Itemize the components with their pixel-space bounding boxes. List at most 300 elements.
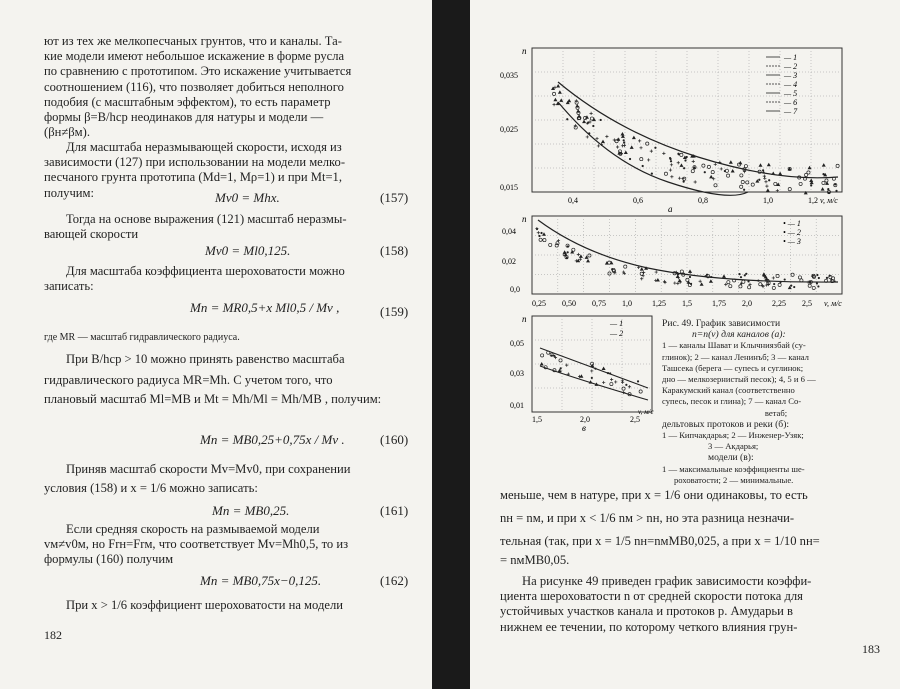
data-point xyxy=(611,268,613,270)
data-point xyxy=(759,283,762,286)
chart-a-legend xyxy=(766,53,798,116)
chart-c-curve-max xyxy=(540,348,648,388)
data-point xyxy=(577,253,580,256)
chart-c-xunit: v, м/с xyxy=(638,408,654,416)
text-line: зависимости (127) при использовании на модели мелко- xyxy=(44,155,346,170)
page-number-right: 183 xyxy=(862,642,880,656)
data-point xyxy=(632,136,636,140)
data-point xyxy=(720,167,723,170)
chart-a-xtick: 0,4 xyxy=(568,196,578,205)
data-point xyxy=(588,254,591,257)
data-point xyxy=(816,274,818,276)
data-point xyxy=(560,367,562,369)
legend-label: — 2 xyxy=(610,329,624,338)
data-point xyxy=(670,160,672,162)
chart-b-ylabel: n xyxy=(522,214,527,224)
chart-b-xtick: 2,5 xyxy=(802,299,812,308)
data-point xyxy=(774,182,777,185)
data-point xyxy=(742,280,745,283)
chart-a-xtick: 0,6 xyxy=(633,196,643,205)
data-point xyxy=(679,163,683,167)
data-point xyxy=(543,238,546,241)
chart-b-xunit: v, м/с xyxy=(824,299,842,308)
data-point xyxy=(673,281,676,284)
data-point xyxy=(586,135,589,138)
data-point xyxy=(582,120,586,124)
chart-b-ytick: 0,04 xyxy=(502,227,516,236)
page-number-left: 182 xyxy=(44,628,62,642)
data-point xyxy=(805,173,808,176)
chart-c-ytick: 0,03 xyxy=(510,369,524,378)
data-point xyxy=(758,179,760,181)
data-point xyxy=(680,153,683,156)
data-point xyxy=(642,165,644,167)
chart-b-xtick: 0,50 xyxy=(562,299,576,308)
equation-157: Mv0 = Mhx. xyxy=(215,190,280,205)
text-line: плановый масштаб Ml=MB и Mt = Mh/Ml = Mh/MB , получим: xyxy=(44,392,382,407)
paragraph-5 xyxy=(44,352,419,408)
equation-160-number: (160) xyxy=(380,432,409,447)
data-point xyxy=(552,92,555,95)
chart-c-xtick: 1,5 xyxy=(532,415,542,424)
text-line: по сравнению с прототипом. Это искажение учитывается xyxy=(44,64,352,79)
chart-c-curve-min xyxy=(540,366,648,400)
data-point xyxy=(664,172,667,175)
data-point xyxy=(776,274,779,277)
data-point xyxy=(804,191,808,195)
data-point xyxy=(559,359,562,362)
data-point xyxy=(630,145,634,149)
text-line: Для масштаба неразмывающей скорости, исходя из xyxy=(66,140,342,154)
data-point xyxy=(788,188,791,191)
data-point xyxy=(740,282,742,284)
data-point xyxy=(704,171,706,173)
data-point xyxy=(601,140,605,144)
chart-a-ytick: 0,015 xyxy=(500,183,518,192)
data-point xyxy=(623,142,625,144)
equation-159-number: (159) xyxy=(380,304,409,319)
caption-line: глинок); 2 — канал Ленинъб; 3 — канал xyxy=(662,351,809,362)
data-point xyxy=(610,382,613,385)
data-point xyxy=(778,283,781,286)
chart-a xyxy=(498,42,858,214)
data-point xyxy=(793,286,795,288)
data-point xyxy=(640,277,643,280)
caption-line: супесь, песок и глина); 7 — канал Со- xyxy=(662,396,802,407)
data-point xyxy=(784,278,786,280)
caption-line: 1 — каналы Шават и Клычниязбай (су- xyxy=(662,340,806,351)
chart-a-ylabel: n xyxy=(522,46,527,56)
chart-c xyxy=(510,308,660,433)
data-point xyxy=(812,286,815,289)
data-point xyxy=(629,158,631,160)
data-point xyxy=(743,189,745,191)
legend-label: • — 1 xyxy=(783,219,801,228)
chart-c-xtick: 2,0 xyxy=(580,415,590,424)
data-point xyxy=(740,174,743,177)
data-point xyxy=(746,181,749,184)
data-point xyxy=(727,281,730,284)
chart-a-curve-lower xyxy=(558,102,748,195)
text-line: устойчивых участков канала и протоков р. Амударьи в xyxy=(500,604,793,619)
text-line: кие модели имеют небольшое искажение в форме русла xyxy=(44,49,345,64)
chart-a-xunit: v, м/с xyxy=(820,196,838,205)
data-point xyxy=(822,173,824,175)
right-body-text-2 xyxy=(500,574,886,635)
data-point xyxy=(542,232,546,236)
data-point xyxy=(729,160,733,164)
data-point xyxy=(553,98,557,102)
data-point xyxy=(772,276,775,279)
data-point xyxy=(600,119,602,121)
chart-b-xtick: 1,5 xyxy=(682,299,692,308)
data-point xyxy=(551,355,553,357)
data-point xyxy=(709,175,713,179)
data-point xyxy=(709,279,713,283)
text-line: Если средняя скорость на размываемой модели xyxy=(66,522,320,536)
legend-label: — 7 xyxy=(784,107,798,116)
data-point xyxy=(579,258,582,261)
paragraph-6 xyxy=(44,462,419,496)
data-point xyxy=(729,285,732,288)
figure-caption xyxy=(662,318,890,486)
data-point xyxy=(539,238,542,241)
text-line: формы β=B/hср неодинаков для натуры и модели — xyxy=(44,110,324,125)
legend-label: — 4 xyxy=(784,80,798,89)
data-point xyxy=(650,150,653,153)
data-point xyxy=(655,270,658,273)
caption-line: 3 — Акдарья; xyxy=(708,441,759,452)
data-point xyxy=(714,184,717,187)
data-point xyxy=(654,147,656,149)
caption-line: 1 — максимальные коэффициенты ше- xyxy=(662,463,805,474)
note-159: где MR — масштаб гидравлического радиуса. xyxy=(44,332,240,343)
caption-line: ветаб; xyxy=(764,407,788,418)
data-point xyxy=(689,276,691,278)
chart-b-xtick: 1,75 xyxy=(712,299,726,308)
data-point xyxy=(623,144,626,147)
chart-c-legend xyxy=(609,319,623,338)
text-line: записать: xyxy=(44,279,94,294)
data-point xyxy=(567,251,569,253)
data-point xyxy=(683,167,685,169)
data-point xyxy=(739,285,742,288)
data-point xyxy=(590,369,593,372)
text-line: получим: xyxy=(44,185,94,200)
chart-c-ylabel: n xyxy=(522,314,527,324)
data-point xyxy=(622,387,625,390)
chart-c-points xyxy=(540,351,643,396)
data-point xyxy=(799,182,802,185)
text-line: циента шероховатости n от средней скорости потока для xyxy=(500,589,803,604)
data-point xyxy=(624,265,627,268)
text-line: (βн≠βм). xyxy=(44,125,90,140)
data-point xyxy=(625,384,627,386)
chart-a-xtick: 0,8 xyxy=(698,196,708,205)
text-line: условия (158) и x = 1/6 можно записать: xyxy=(44,481,258,496)
legend-label: • — 3 xyxy=(783,237,801,246)
text-line: Тогда на основе выражения (121) масштаб неразмы- xyxy=(66,212,347,226)
caption-line: n=n(v) для каналов (а): xyxy=(692,329,786,341)
caption-line: дно — мелкозернистый песок); 4, 5 и 6 — xyxy=(662,374,816,385)
data-point xyxy=(764,180,767,183)
data-point xyxy=(540,362,544,366)
data-point xyxy=(821,187,825,191)
legend-label: — 5 xyxy=(784,89,798,98)
data-point xyxy=(639,390,642,393)
data-point xyxy=(759,163,763,167)
text-line: При x > 1/6 коэффициент шероховатости на модели xyxy=(66,598,343,612)
data-point xyxy=(822,163,826,167)
data-point xyxy=(585,115,589,119)
data-point xyxy=(822,181,825,184)
data-point xyxy=(772,286,775,289)
text-line: Приняв масштаб скорости Mv=Mv0, при сохранении xyxy=(66,462,351,476)
chart-a-xtick: 1,2 xyxy=(808,196,818,205)
data-point xyxy=(706,274,708,276)
data-point xyxy=(741,180,744,183)
data-point xyxy=(670,175,673,178)
chart-b-ytick: 0,0 xyxy=(510,285,520,294)
equation-162: Mn = MB0,75x−0,125. xyxy=(200,573,322,588)
data-point xyxy=(595,137,598,140)
legend-label: — 2 xyxy=(784,62,798,71)
data-point xyxy=(605,135,608,138)
data-point xyxy=(538,235,540,237)
data-point xyxy=(572,248,575,251)
data-point xyxy=(670,163,673,166)
data-point xyxy=(748,286,751,289)
chart-b xyxy=(498,212,858,310)
data-point xyxy=(566,257,568,259)
equation-162-number: (162) xyxy=(380,573,409,588)
data-point xyxy=(638,139,641,142)
data-point xyxy=(616,145,619,148)
data-point xyxy=(639,146,642,149)
legend-label: — 3 xyxy=(784,71,798,80)
text-line: Для масштаба коэффициента шероховатости можно xyxy=(66,264,345,278)
left-page xyxy=(0,0,432,689)
paragraph-8 xyxy=(44,598,419,613)
legend-label: — 1 xyxy=(784,53,798,62)
chart-b-xtick: 1,0 xyxy=(622,299,632,308)
text-line: подобия (с масштабным эффектом), то есть параметр xyxy=(44,94,331,109)
chart-b-ytick: 0,02 xyxy=(502,257,516,266)
data-point xyxy=(680,270,683,273)
data-point xyxy=(766,188,770,192)
data-point xyxy=(765,184,768,187)
data-point xyxy=(816,282,818,284)
data-point xyxy=(773,283,775,285)
equation-161-number: (161) xyxy=(380,503,409,518)
chart-c-ytick: 0,05 xyxy=(510,339,524,348)
data-point xyxy=(640,272,643,275)
data-point xyxy=(740,276,742,278)
data-point xyxy=(714,163,717,166)
chart-a-label: a xyxy=(668,204,673,214)
data-point xyxy=(669,168,672,171)
data-point xyxy=(669,158,671,160)
data-point xyxy=(559,98,563,102)
data-point xyxy=(558,90,562,94)
data-point xyxy=(817,285,819,287)
data-point xyxy=(602,381,605,384)
caption-line: Рис. 49. График зависимости xyxy=(662,318,781,329)
data-point xyxy=(762,169,764,171)
data-point xyxy=(825,179,828,182)
data-point xyxy=(637,380,639,382)
chart-a-ytick: 0,035 xyxy=(500,71,518,80)
chart-a-xtick: 1,0 xyxy=(763,196,773,205)
data-point xyxy=(586,259,590,263)
data-point xyxy=(699,280,702,283)
chart-c-ytick: 0,01 xyxy=(510,401,524,410)
data-point xyxy=(827,188,829,190)
equation-159: Mn = MR0,5+x Ml0,5 / Mv , xyxy=(190,300,340,315)
data-point xyxy=(602,366,606,370)
text-line: При B/hср > 10 можно принять равенство масштаба xyxy=(66,352,345,366)
data-point xyxy=(662,152,665,155)
text-line: вающей скорости xyxy=(44,227,139,242)
data-point xyxy=(647,158,650,161)
equation-158: Mv0 = Ml0,125. xyxy=(205,243,291,258)
paragraph-7 xyxy=(44,522,419,568)
text-line: песчаного грунта прототипа (Md=1, Mρ=1) и при Mt=1, xyxy=(44,170,342,185)
data-point xyxy=(677,161,680,164)
data-point xyxy=(711,171,714,174)
data-point xyxy=(591,377,593,379)
caption-line: роховатости; 2 — минимальные. xyxy=(674,474,794,485)
data-point xyxy=(553,355,555,357)
data-point xyxy=(740,185,743,188)
data-point xyxy=(688,269,692,273)
data-point xyxy=(677,153,679,155)
data-point xyxy=(640,157,643,160)
chart-b-xtick: 0,25 xyxy=(532,299,546,308)
data-point xyxy=(614,380,617,383)
data-point xyxy=(707,165,710,168)
legend-label: — 1 xyxy=(610,319,624,328)
data-point xyxy=(836,164,839,167)
chart-a-ytick: 0,025 xyxy=(500,125,518,134)
data-point xyxy=(744,165,747,168)
data-point xyxy=(738,273,740,275)
text-line: nн = nм, и при x < 1/6 nм > nн, но эта разница незначи- xyxy=(500,511,795,525)
text-line: нижнем ее течении, по которому четкого влияния грун- xyxy=(500,619,798,634)
data-point xyxy=(808,166,812,170)
data-point xyxy=(692,160,695,163)
data-point xyxy=(540,232,542,234)
data-point xyxy=(624,151,628,155)
data-point xyxy=(702,164,705,167)
data-point xyxy=(623,139,625,141)
chart-b-xtick: 1,25 xyxy=(652,299,666,308)
data-point xyxy=(620,132,624,136)
paragraph-3 xyxy=(44,212,419,242)
text-line: На рисунке 49 приведен график зависимости коэффи- xyxy=(522,574,812,588)
data-point xyxy=(592,125,594,127)
chart-c-label: в xyxy=(582,423,586,433)
data-point xyxy=(579,374,583,378)
data-point xyxy=(597,144,600,147)
data-point xyxy=(567,99,571,103)
data-point xyxy=(763,177,766,180)
data-point xyxy=(566,118,568,120)
legend-label: • — 2 xyxy=(783,228,801,237)
equation-157-number: (157) xyxy=(380,190,409,205)
chart-c-xtick: 2,5 xyxy=(630,415,640,424)
paragraph-4 xyxy=(44,264,419,294)
data-point xyxy=(640,267,644,271)
data-point xyxy=(684,159,686,161)
text-line: меньше, чем в натуре, при x = 1/6 они одинаковы, то есть xyxy=(500,488,808,502)
data-point xyxy=(763,175,766,178)
data-point xyxy=(835,190,837,192)
data-point xyxy=(790,285,792,287)
data-point xyxy=(646,142,649,145)
data-point xyxy=(541,354,544,357)
data-point xyxy=(590,112,593,115)
data-point xyxy=(826,277,828,279)
data-point xyxy=(556,84,560,88)
data-point xyxy=(751,183,754,186)
text-line: гидравлического радиуса MR=Mh. С учетом того, что xyxy=(44,373,333,388)
data-point xyxy=(768,179,770,181)
text-line: соотношением (116), что позволяет добиться неполного xyxy=(44,79,344,94)
data-point xyxy=(731,169,735,172)
paragraph-1 xyxy=(44,34,419,140)
data-point xyxy=(579,254,583,258)
chart-b-xtick: 2,0 xyxy=(742,299,752,308)
data-point xyxy=(610,378,613,381)
text-line: тельная (так, при x = 1/5 nн=nмMB0,025, а при x = 1/10 nн= xyxy=(500,534,820,548)
data-point xyxy=(678,177,681,180)
text-line: vм≠v0м, но Frн=Frм, что соответствует Mv=Mh0,5, то из xyxy=(44,537,349,552)
right-body-text xyxy=(500,486,886,570)
data-point xyxy=(767,163,771,167)
data-point xyxy=(592,118,596,122)
chart-b-xtick: 0,75 xyxy=(592,299,606,308)
data-point xyxy=(536,228,538,230)
data-point xyxy=(676,282,679,285)
data-point xyxy=(745,273,747,275)
data-point xyxy=(808,284,811,287)
chart-b-xticks xyxy=(532,299,812,308)
data-point xyxy=(726,174,729,177)
data-point xyxy=(810,184,812,186)
equation-160: Mn = MB0,25+0,75x / Mv . xyxy=(200,432,345,447)
data-point xyxy=(567,245,569,247)
text-line: формулы (160) получим xyxy=(44,552,174,567)
data-point xyxy=(651,173,653,175)
data-point xyxy=(778,172,782,176)
chart-b-legend xyxy=(783,219,801,246)
data-point xyxy=(694,180,697,183)
equation-161: Mn = MB0,25. xyxy=(212,503,290,518)
data-point xyxy=(691,170,694,173)
equation-158-number: (158) xyxy=(380,243,409,258)
chart-c-grid xyxy=(532,316,652,412)
caption-line: модели (в): xyxy=(708,452,754,464)
data-point xyxy=(552,103,555,106)
text-line: ют из тех же мелкопесчаных грунтов, что и каналы. Та- xyxy=(44,34,342,48)
data-point xyxy=(537,231,540,234)
data-point xyxy=(722,274,726,278)
data-point xyxy=(818,277,820,279)
data-point xyxy=(621,381,624,384)
data-point xyxy=(683,181,685,183)
text-line: = nмMB0,05. xyxy=(500,553,570,567)
